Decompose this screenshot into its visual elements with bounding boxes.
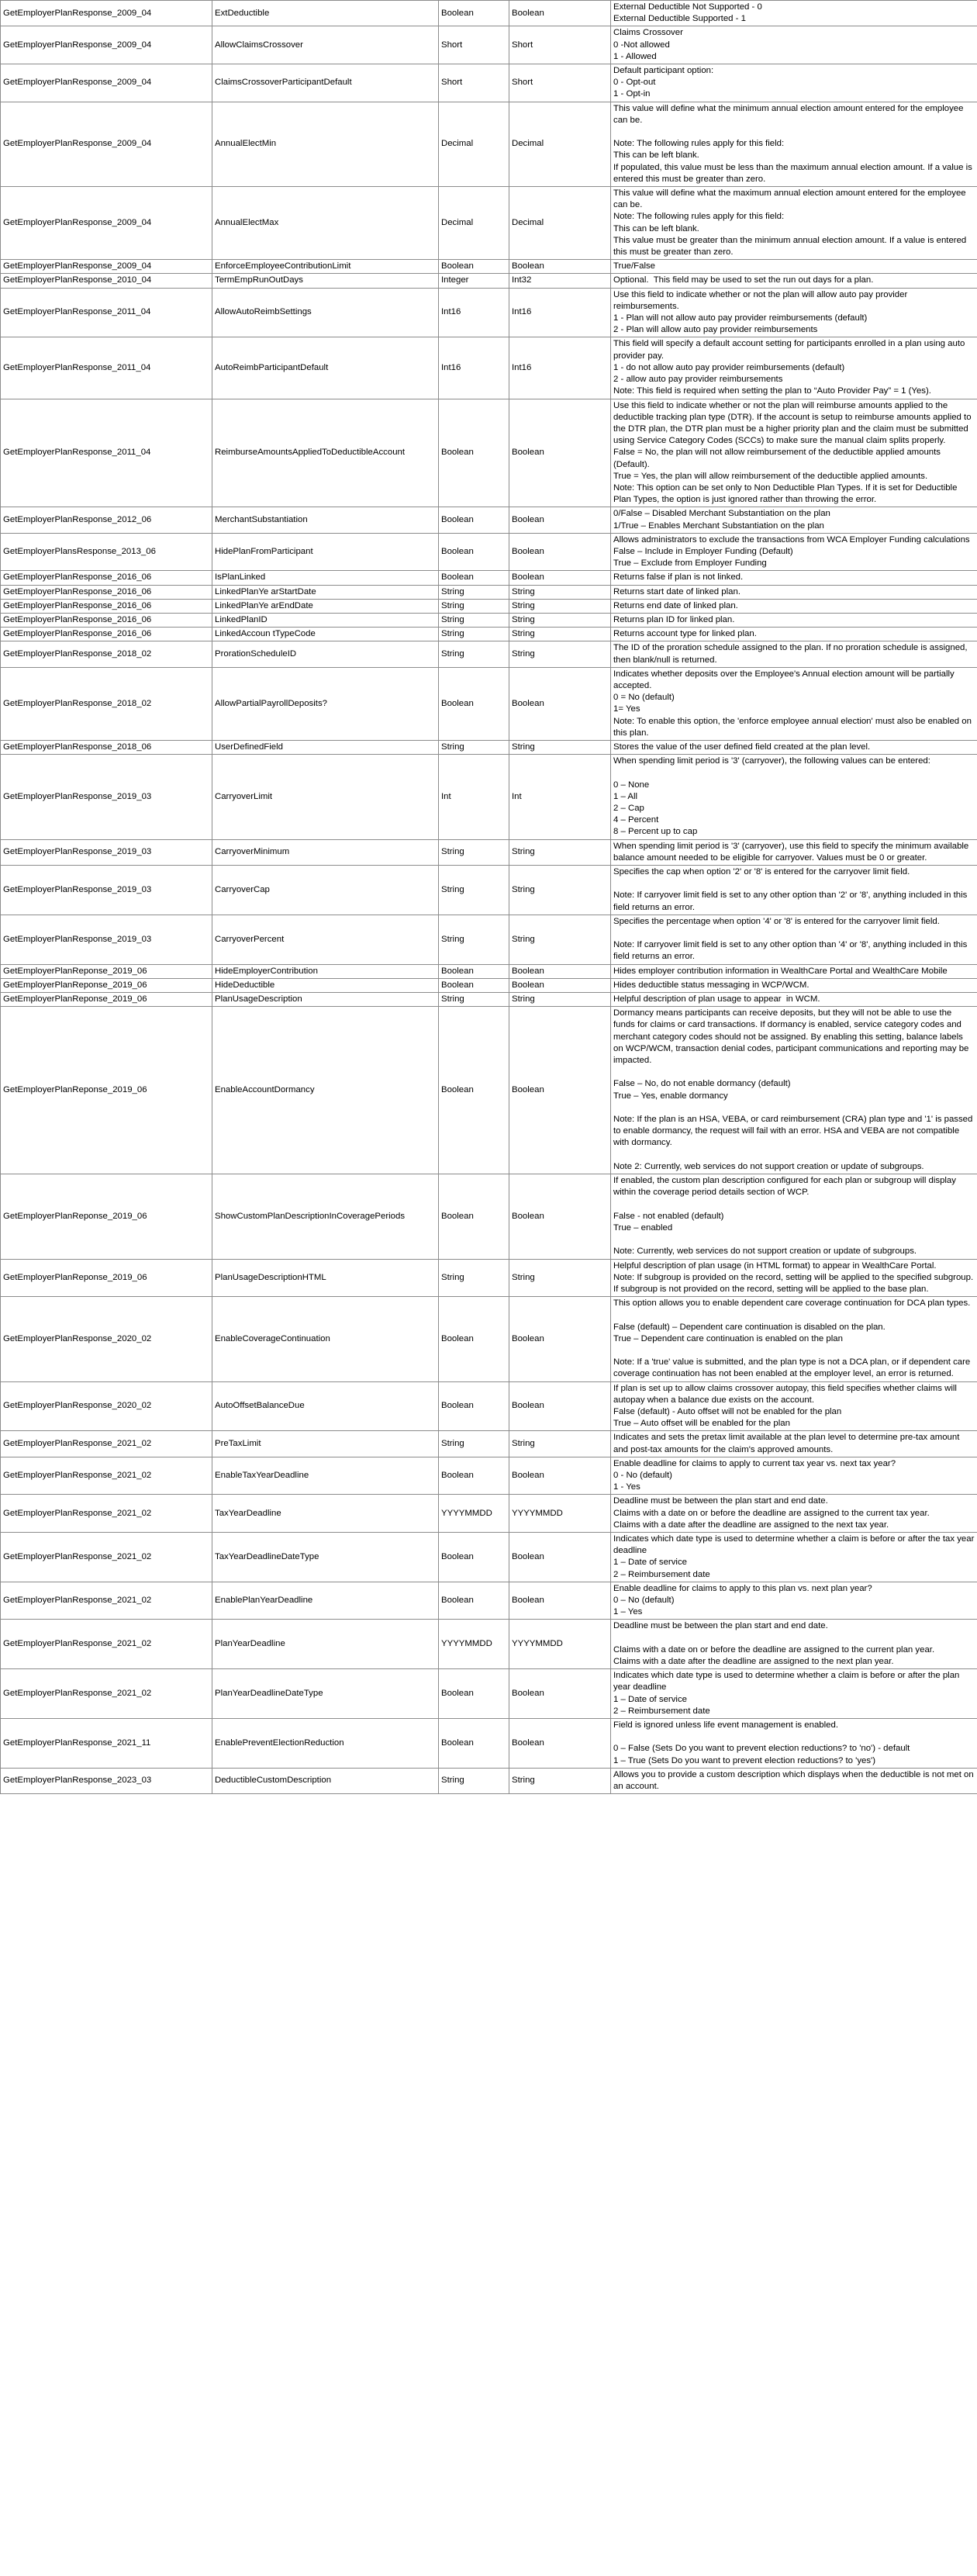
table-row (1, 628, 977, 641)
data-type-cell: String (439, 915, 509, 964)
table-row (1, 288, 977, 337)
response-name-cell: GetEmployerPlansResponse_2013_06 (1, 533, 212, 571)
response-name-cell: GetEmployerPlanResponse_2018_02 (1, 667, 212, 740)
field-name-cell: PlanYearDeadlineDateType (212, 1669, 439, 1719)
net-type-cell: Boolean (509, 399, 611, 507)
table-row (1, 533, 977, 571)
data-type-cell: Boolean (439, 978, 509, 992)
response-name-cell: GetEmployerPlanResponse_2012_06 (1, 507, 212, 533)
data-type-cell: Boolean (439, 1457, 509, 1495)
table-row (1, 1381, 977, 1431)
table-row (1, 26, 977, 64)
net-type-cell: Decimal (509, 187, 611, 260)
net-type-cell: String (509, 866, 611, 915)
net-type-cell: String (509, 1259, 611, 1297)
table-row (1, 740, 977, 754)
table-row (1, 613, 977, 627)
net-type-cell: YYYYMMDD (509, 1620, 611, 1669)
description-cell: Allows administrators to exclude the transactions from WCA Employer Funding calculations False – Include in Employer Funding (Default) True – Exclude from Employer Funding (611, 533, 977, 571)
net-type-cell: String (509, 740, 611, 754)
data-type-cell: Boolean (439, 399, 509, 507)
description-cell: Helpful description of plan usage (in HTML format) to appear in WealthCare Portal. Note: If subgroup is provided on the record, setting will be applied to the specified subgroup. If subgroup is not provided on the record, setting will be applied to the base plan. (611, 1259, 977, 1297)
net-type-cell: Boolean (509, 1669, 611, 1719)
description-cell: This option allows you to enable dependent care coverage continuation for DCA plan types. False (default) – Dependent care continuation is disabled on the plan. True – Dependent care continuation is enabled on the plan Note: If a 'true' value is submitted, and the plan type is not a DCA plan, or if dependent care coverage continuation has not been enabled at the employer level, an error is returned. (611, 1297, 977, 1381)
description-cell: This field will specify a default account setting for participants enrolled in a plan using auto provider pay. 1 - do not allow auto pay provider reimbursements (default) 2 - allow auto pay provider reimbursements Note: This field is required when setting the plan to “Auto Provider Pay” = 1 (Yes). (611, 337, 977, 399)
field-name-cell: TermEmpRunOutDays (212, 274, 439, 288)
field-name-cell: CarryoverCap (212, 866, 439, 915)
description-cell: Returns end date of linked plan. (611, 599, 977, 613)
net-type-cell: String (509, 839, 611, 865)
data-type-cell: Int16 (439, 288, 509, 337)
description-cell: Returns account type for linked plan. (611, 628, 977, 641)
net-type-cell: String (509, 628, 611, 641)
description-cell: Optional. This field may be used to set the run out days for a plan. (611, 274, 977, 288)
table-row (1, 1457, 977, 1495)
response-name-cell: GetEmployerPlanReponse_2019_06 (1, 1174, 212, 1259)
response-name-cell: GetEmployerPlanResponse_2016_06 (1, 585, 212, 599)
table-row (1, 64, 977, 102)
description-cell: The ID of the proration schedule assigned to the plan. If no proration schedule is assigned, then blank/null is returned. (611, 641, 977, 667)
table-row (1, 599, 977, 613)
field-name-cell: ReimburseAmountsAppliedToDeductibleAccount (212, 399, 439, 507)
data-type-cell: Boolean (439, 1, 509, 26)
response-name-cell: GetEmployerPlanResponse_2016_06 (1, 599, 212, 613)
field-name-cell: HidePlanFromParticipant (212, 533, 439, 571)
data-type-cell: String (439, 740, 509, 754)
description-cell: If plan is set up to allow claims crossover autopay, this field specifies whether claims will autopay when a balance due exists on the account. False (default) - Auto offset will not be enabled for the plan True – Auto offset will be enabled for the plan (611, 1381, 977, 1431)
data-type-cell: Short (439, 26, 509, 64)
data-type-cell: Boolean (439, 507, 509, 533)
data-type-cell: Boolean (439, 1532, 509, 1582)
net-type-cell: String (509, 599, 611, 613)
field-name-cell: IsPlanLinked (212, 571, 439, 585)
data-type-cell: String (439, 1431, 509, 1457)
description-cell: This value will define what the maximum annual election amount entered for the employee can be. Note: The following rules apply for this field: This can be left blank. This value must be greater than the minimum annual election amount. If a value is entered this must be greater than zero. (611, 187, 977, 260)
field-name-cell: LinkedPlanID (212, 613, 439, 627)
description-cell: Deadline must be between the plan start and end date. Claims with a date on or before the deadline are assigned to the current plan year. Claims with a date after the deadline are assigned to the next plan year. (611, 1620, 977, 1669)
response-name-cell: GetEmployerPlanResponse_2023_03 (1, 1768, 212, 1793)
table-row (1, 1, 977, 26)
table-row (1, 993, 977, 1007)
field-name-cell: EnforceEmployeeContributionLimit (212, 260, 439, 274)
field-name-cell: ExtDeductible (212, 1, 439, 26)
table-row (1, 507, 977, 533)
field-name-cell: MerchantSubstantiation (212, 507, 439, 533)
field-name-cell: CarryoverPercent (212, 915, 439, 964)
response-name-cell: GetEmployerPlanReponse_2019_06 (1, 964, 212, 978)
net-type-cell: String (509, 1768, 611, 1793)
response-name-cell: GetEmployerPlanResponse_2010_04 (1, 274, 212, 288)
field-name-cell: PlanUsageDescription (212, 993, 439, 1007)
response-name-cell: GetEmployerPlanResponse_2020_02 (1, 1297, 212, 1381)
table-row (1, 964, 977, 978)
net-type-cell: Boolean (509, 964, 611, 978)
data-type-cell: Integer (439, 274, 509, 288)
response-name-cell: GetEmployerPlanResponse_2011_04 (1, 337, 212, 399)
table-row (1, 585, 977, 599)
table-row (1, 1259, 977, 1297)
data-type-cell: String (439, 1768, 509, 1793)
data-type-cell: Boolean (439, 1297, 509, 1381)
data-type-cell: String (439, 628, 509, 641)
description-cell: Enable deadline for claims to apply to this plan vs. next plan year? 0 – No (default) 1 – Yes (611, 1582, 977, 1620)
net-type-cell: Boolean (509, 1007, 611, 1174)
data-type-cell: YYYYMMDD (439, 1495, 509, 1533)
table-row (1, 102, 977, 186)
response-name-cell: GetEmployerPlanResponse_2009_04 (1, 102, 212, 186)
response-name-cell: GetEmployerPlanResponse_2019_03 (1, 755, 212, 839)
response-name-cell: GetEmployerPlanReponse_2019_06 (1, 993, 212, 1007)
field-name-cell: EnableTaxYearDeadline (212, 1457, 439, 1495)
response-name-cell: GetEmployerPlanResponse_2021_02 (1, 1532, 212, 1582)
field-name-cell: AllowPartialPayrollDeposits? (212, 667, 439, 740)
field-name-cell: DeductibleCustomDescription (212, 1768, 439, 1793)
net-type-cell: Int32 (509, 274, 611, 288)
table-row (1, 1431, 977, 1457)
description-cell: Returns start date of linked plan. (611, 585, 977, 599)
net-type-cell: Short (509, 64, 611, 102)
field-name-cell: LinkedPlanYe arStartDate (212, 585, 439, 599)
net-type-cell: Int (509, 755, 611, 839)
data-type-cell: Boolean (439, 1381, 509, 1431)
data-type-cell: YYYYMMDD (439, 1620, 509, 1669)
net-type-cell: Boolean (509, 1381, 611, 1431)
description-cell: Indicates whether deposits over the Employee's Annual election amount will be partially accepted. 0 = No (default) 1= Yes Note: To enable this option, the 'enforce employee annual election' must also be enabled on this plan. (611, 667, 977, 740)
data-type-cell: String (439, 641, 509, 667)
table-row (1, 667, 977, 740)
response-name-cell: GetEmployerPlanResponse_2020_02 (1, 1381, 212, 1431)
field-name-cell: AutoOffsetBalanceDue (212, 1381, 439, 1431)
net-type-cell: Boolean (509, 1719, 611, 1769)
net-type-cell: Decimal (509, 102, 611, 186)
data-type-cell: String (439, 866, 509, 915)
response-name-cell: GetEmployerPlanReponse_2019_06 (1, 1007, 212, 1174)
table-row (1, 1620, 977, 1669)
table-row (1, 1174, 977, 1259)
table-row (1, 1007, 977, 1174)
net-type-cell: String (509, 993, 611, 1007)
net-type-cell: Boolean (509, 1532, 611, 1582)
table-row (1, 187, 977, 260)
net-type-cell: Boolean (509, 260, 611, 274)
table-row (1, 1495, 977, 1533)
field-name-cell: LinkedAccoun tTypeCode (212, 628, 439, 641)
description-cell: Use this field to indicate whether or not the plan will reimburse amounts applied to the deductible tracking plan type (DTR). If the account is setup to reimburse amounts applied to the DTR plan, the DTR plan must be a higher priority plan and the claim must be submitted using Service Category Codes (SCCs) to make sure the manual claim splits properly. False = No, the plan will not allow reimbursement of the deductible applied amounts (Default). True = Yes, the plan will allow reimbursement of the deductible applied amounts. Note: This option can be set only to Non Deductible Plan Types. If it is set for Deductible Plan Types, the option is just ignored rather than throwing the error. (611, 399, 977, 507)
field-name-cell: ClaimsCrossoverParticipantDefault (212, 64, 439, 102)
response-name-cell: GetEmployerPlanResponse_2011_04 (1, 399, 212, 507)
data-type-cell: Int (439, 755, 509, 839)
data-type-cell: String (439, 993, 509, 1007)
response-name-cell: GetEmployerPlanResponse_2019_03 (1, 866, 212, 915)
description-cell: When spending limit period is '3' (carryover), the following values can be entered: 0 – None 1 – All 2 – Cap 4 – Percent 8 – Percent up to cap (611, 755, 977, 839)
field-name-cell: ShowCustomPlanDescriptionInCoveragePeriods (212, 1174, 439, 1259)
field-name-cell: PlanUsageDescriptionHTML (212, 1259, 439, 1297)
field-name-cell: EnablePreventElectionReduction (212, 1719, 439, 1769)
field-name-cell: EnableCoverageContinuation (212, 1297, 439, 1381)
data-type-cell: Decimal (439, 102, 509, 186)
net-type-cell: Boolean (509, 1582, 611, 1620)
description-cell: Default participant option: 0 - Opt-out 1 - Opt-in (611, 64, 977, 102)
field-name-cell: AutoReimbParticipantDefault (212, 337, 439, 399)
description-cell: External Deductible Not Supported - 0 External Deductible Supported - 1 (611, 1, 977, 26)
data-type-cell: Short (439, 64, 509, 102)
data-type-cell: Boolean (439, 1174, 509, 1259)
data-type-cell: Decimal (439, 187, 509, 260)
description-cell: Specifies the percentage when option '4' or '8' is entered for the carryover limit field. Note: If carryover limit field is set to any other option than '4' or '8', anything included in this field returns an error. (611, 915, 977, 964)
table-row (1, 337, 977, 399)
data-type-cell: Boolean (439, 1582, 509, 1620)
data-type-cell: Boolean (439, 964, 509, 978)
response-name-cell: GetEmployerPlanResponse_2021_02 (1, 1582, 212, 1620)
field-name-cell: TaxYearDeadline (212, 1495, 439, 1533)
response-name-cell: GetEmployerPlanResponse_2019_03 (1, 839, 212, 865)
table-row (1, 260, 977, 274)
response-name-cell: GetEmployerPlanResponse_2009_04 (1, 187, 212, 260)
net-type-cell: Boolean (509, 978, 611, 992)
table-row (1, 571, 977, 585)
table-row (1, 1582, 977, 1620)
response-name-cell: GetEmployerPlanResponse_2018_02 (1, 641, 212, 667)
net-type-cell: String (509, 641, 611, 667)
table-row (1, 399, 977, 507)
data-type-cell: Boolean (439, 1007, 509, 1174)
field-name-cell: UserDefinedField (212, 740, 439, 754)
response-name-cell: GetEmployerPlanResponse_2009_04 (1, 1, 212, 26)
data-type-cell: Boolean (439, 260, 509, 274)
response-name-cell: GetEmployerPlanReponse_2019_06 (1, 1259, 212, 1297)
table-row (1, 1768, 977, 1793)
description-cell: Indicates which date type is used to determine whether a claim is before or after the tax year deadline 1 – Date of service 2 – Reimbursement date (611, 1532, 977, 1582)
description-cell: Specifies the cap when option '2' or '8' is entered for the carryover limit field. Note: If carryover limit field is set to any other option than '2' or '8', anything included in this field returns an error. (611, 866, 977, 915)
field-name-cell: HideEmployerContribution (212, 964, 439, 978)
data-type-cell: Int16 (439, 337, 509, 399)
description-cell: Allows you to provide a custom description which displays when the deductible is not met on an account. (611, 1768, 977, 1793)
field-name-cell: EnablePlanYearDeadline (212, 1582, 439, 1620)
field-name-cell: EnableAccountDormancy (212, 1007, 439, 1174)
response-name-cell: GetEmployerPlanResponse_2021_02 (1, 1431, 212, 1457)
response-name-cell: GetEmployerPlanResponse_2018_06 (1, 740, 212, 754)
table-row (1, 755, 977, 839)
description-cell: Indicates which date type is used to determine whether a claim is before or after the plan year deadline 1 – Date of service 2 – Reimbursement date (611, 1669, 977, 1719)
field-name-cell: AllowAutoReimbSettings (212, 288, 439, 337)
net-type-cell: String (509, 915, 611, 964)
net-type-cell: YYYYMMDD (509, 1495, 611, 1533)
field-name-cell: AnnualElectMax (212, 187, 439, 260)
field-name-cell: PreTaxLimit (212, 1431, 439, 1457)
response-name-cell: GetEmployerPlanResponse_2019_03 (1, 915, 212, 964)
description-cell: Indicates and sets the pretax limit available at the plan level to determine pre-tax amount and post-tax amounts for the claim's approved amounts. (611, 1431, 977, 1457)
table-row (1, 839, 977, 865)
table-row (1, 274, 977, 288)
description-cell: Field is ignored unless life event management is enabled. 0 – False (Sets Do you want to prevent election reductions? to 'no') - default 1 – True (Sets Do you want to prevent election reductions? to 'yes') (611, 1719, 977, 1769)
response-name-cell: GetEmployerPlanResponse_2016_06 (1, 628, 212, 641)
field-name-cell: ProrationScheduleID (212, 641, 439, 667)
data-type-cell: Boolean (439, 667, 509, 740)
field-name-cell: AllowClaimsCrossover (212, 26, 439, 64)
net-type-cell: Boolean (509, 533, 611, 571)
net-type-cell: Boolean (509, 571, 611, 585)
table-row (1, 1669, 977, 1719)
net-type-cell: Short (509, 26, 611, 64)
description-cell: Stores the value of the user defined field created at the plan level. (611, 740, 977, 754)
response-name-cell: GetEmployerPlanResponse_2009_04 (1, 26, 212, 64)
response-name-cell: GetEmployerPlanResponse_2016_06 (1, 571, 212, 585)
description-cell: When spending limit period is '3' (carryover), use this field to specify the minimum available balance amount needed to be eligible for carryover. Values must be 0 or greater. (611, 839, 977, 865)
response-name-cell: GetEmployerPlanResponse_2009_04 (1, 260, 212, 274)
net-type-cell: String (509, 585, 611, 599)
response-name-cell: GetEmployerPlanResponse_2021_11 (1, 1719, 212, 1769)
net-type-cell: Boolean (509, 1457, 611, 1495)
data-type-cell: String (439, 839, 509, 865)
response-name-cell: GetEmployerPlanReponse_2019_06 (1, 978, 212, 992)
description-cell: Deadline must be between the plan start and end date. Claims with a date on or before the deadline are assigned to the current tax year. Claims with a date after the deadline are assigned to the next tax year. (611, 1495, 977, 1533)
description-cell: Hides deductible status messaging in WCP/WCM. (611, 978, 977, 992)
data-type-cell: Boolean (439, 533, 509, 571)
table-row (1, 1297, 977, 1381)
response-name-cell: GetEmployerPlanResponse_2009_04 (1, 64, 212, 102)
net-type-cell: Boolean (509, 1174, 611, 1259)
data-type-cell: String (439, 585, 509, 599)
data-type-cell: Boolean (439, 1669, 509, 1719)
response-name-cell: GetEmployerPlanResponse_2021_02 (1, 1669, 212, 1719)
data-type-cell: String (439, 613, 509, 627)
response-name-cell: GetEmployerPlanResponse_2021_02 (1, 1457, 212, 1495)
field-name-cell: HideDeductible (212, 978, 439, 992)
net-type-cell: Boolean (509, 667, 611, 740)
description-cell: Hides employer contribution information in WealthCare Portal and WealthCare Mobile (611, 964, 977, 978)
net-type-cell: String (509, 1431, 611, 1457)
description-cell: Returns false if plan is not linked. (611, 571, 977, 585)
table-row (1, 1532, 977, 1582)
net-type-cell: Int16 (509, 337, 611, 399)
description-cell: True/False (611, 260, 977, 274)
response-name-cell: GetEmployerPlanResponse_2021_02 (1, 1620, 212, 1669)
table-body (1, 1, 977, 1794)
table-row (1, 866, 977, 915)
net-type-cell: Boolean (509, 1, 611, 26)
net-type-cell: String (509, 613, 611, 627)
net-type-cell: Boolean (509, 507, 611, 533)
description-cell: If enabled, the custom plan description configured for each plan or subgroup will display within the coverage period details section of WCP. False - not enabled (default) True – enabled Note: Currently, web services do not support creation or update of subgroups. (611, 1174, 977, 1259)
data-type-cell: String (439, 599, 509, 613)
table-row (1, 978, 977, 992)
field-name-cell: PlanYearDeadline (212, 1620, 439, 1669)
description-cell: Claims Crossover 0 -Not allowed 1 - Allowed (611, 26, 977, 64)
description-cell: Use this field to indicate whether or not the plan will allow auto pay provider reimbursements. 1 - Plan will not allow auto pay provider reimbursements (default) 2 - Plan will allow auto pay provider reimbursements (611, 288, 977, 337)
net-type-cell: Int16 (509, 288, 611, 337)
field-name-cell: AnnualElectMin (212, 102, 439, 186)
table-row (1, 1719, 977, 1769)
net-type-cell: Boolean (509, 1297, 611, 1381)
description-cell: 0/False – Disabled Merchant Substantiation on the plan 1/True – Enables Merchant Substantiation on the plan (611, 507, 977, 533)
field-name-cell: CarryoverMinimum (212, 839, 439, 865)
table-row (1, 641, 977, 667)
description-cell: Enable deadline for claims to apply to current tax year vs. next tax year? 0 - No (default) 1 - Yes (611, 1457, 977, 1495)
description-cell: Dormancy means participants can receive deposits, but they will not be able to use the funds for claims or card transactions. If dormancy is enabled, service category codes and merchant category codes should not be assigned. By enabling this setting, balance labels on WCP/WCM, transaction denial codes, participant communications and reporting may be impacted. False – No, do not enable dormancy (default) True – Yes, enable dormancy Note: If the plan is an HSA, VEBA, or card reimbursement (CRA) plan type and '1' is passed to enable dormancy, the request will fail with an error. HSA and VEBA are not compatible with dormancy. Note 2: Currently, web services do not support creation or update of subgroups. (611, 1007, 977, 1174)
data-type-cell: Boolean (439, 1719, 509, 1769)
data-type-cell: String (439, 1259, 509, 1297)
response-name-cell: GetEmployerPlanResponse_2016_06 (1, 613, 212, 627)
table-row (1, 915, 977, 964)
response-name-cell: GetEmployerPlanResponse_2011_04 (1, 288, 212, 337)
field-name-cell: TaxYearDeadlineDateType (212, 1532, 439, 1582)
field-name-cell: CarryoverLimit (212, 755, 439, 839)
field-name-cell: LinkedPlanYe arEndDate (212, 599, 439, 613)
response-name-cell: GetEmployerPlanResponse_2021_02 (1, 1495, 212, 1533)
data-type-cell: Boolean (439, 571, 509, 585)
description-cell: Helpful description of plan usage to appear in WCM. (611, 993, 977, 1007)
description-cell: Returns plan ID for linked plan. (611, 613, 977, 627)
description-cell: This value will define what the minimum annual election amount entered for the employee can be. Note: The following rules apply for this field: This can be left blank. If populated, this value must be less than the maximum annual election amount. If a value is entered this must be greater than zero. (611, 102, 977, 186)
